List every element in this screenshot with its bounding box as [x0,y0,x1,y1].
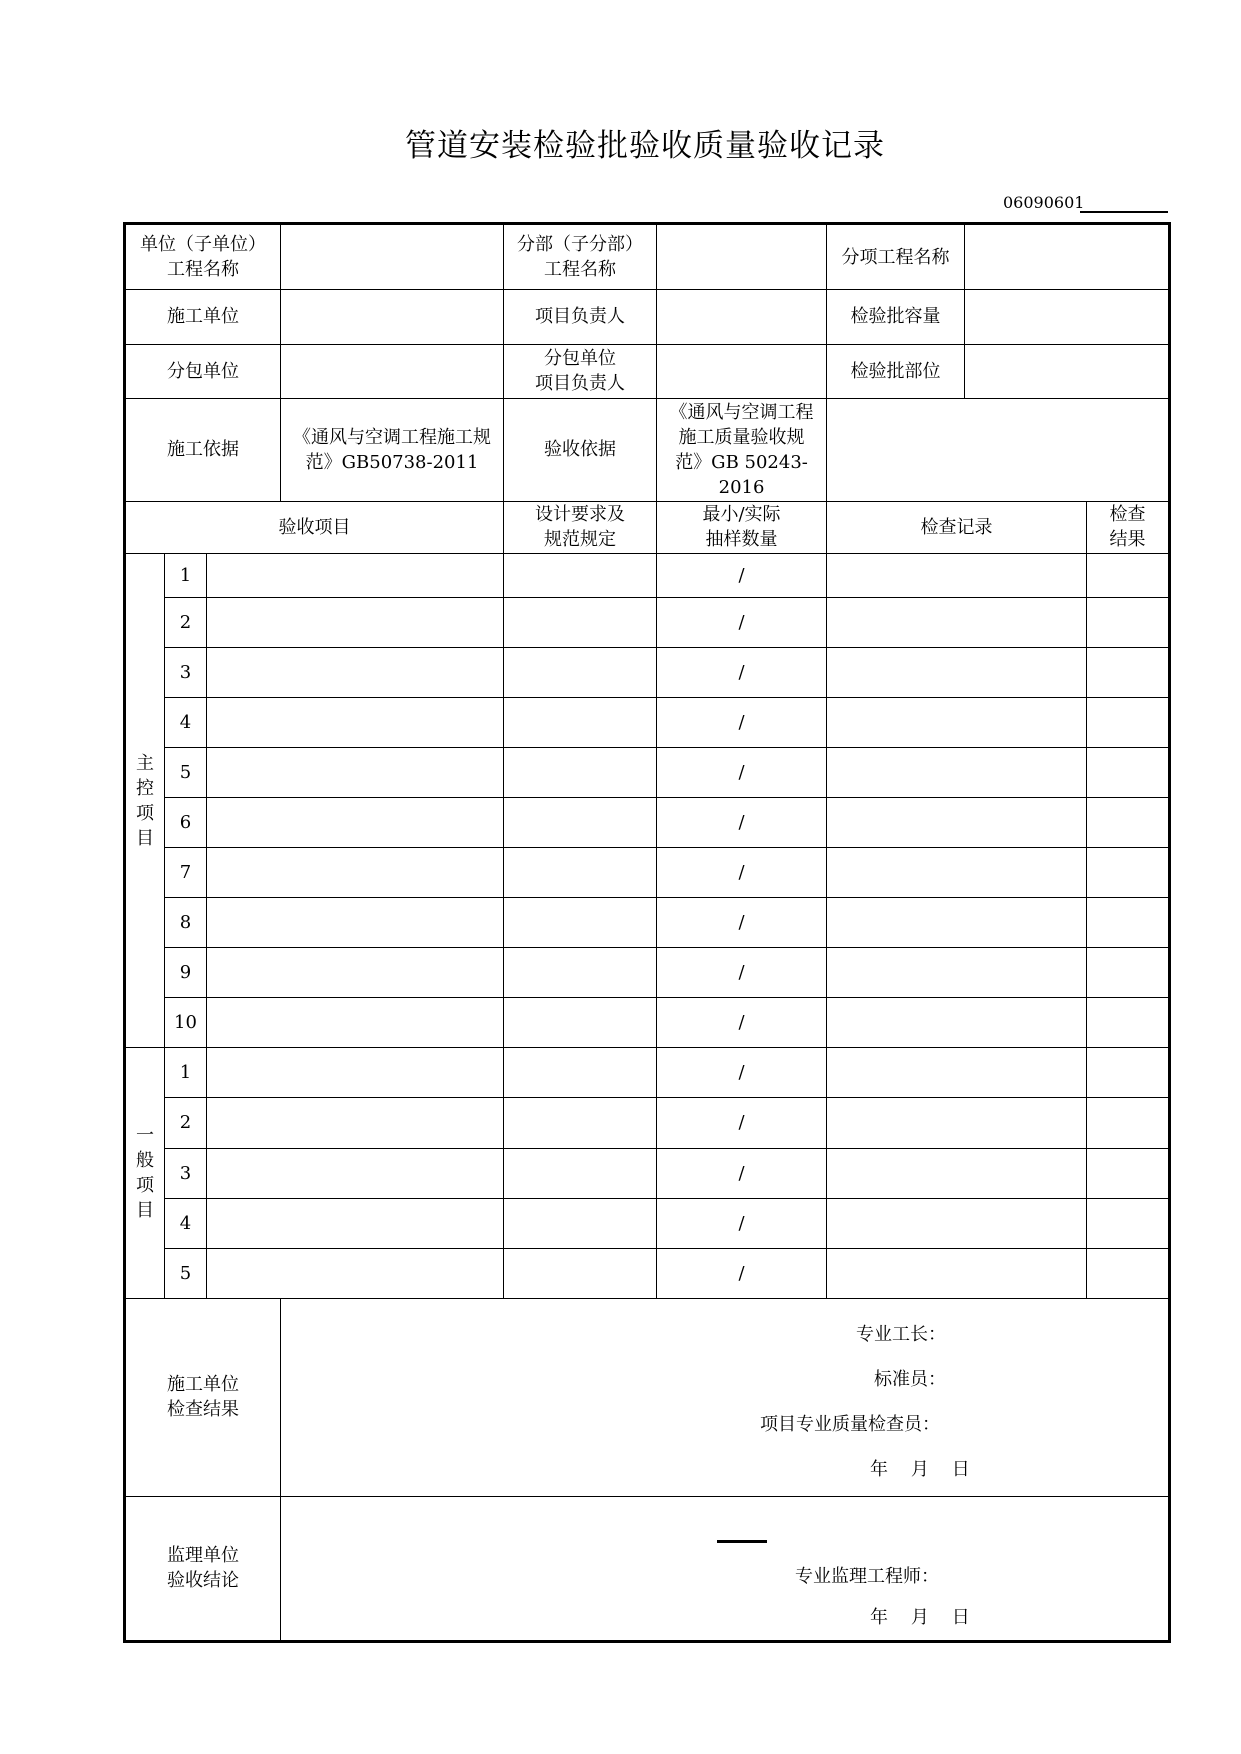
main-control-row [125,798,1170,848]
main-control-sample-count[interactable]: / [657,948,827,998]
subcontractor-field[interactable] [281,344,504,398]
general-design-requirement[interactable] [504,1198,657,1248]
main-control-inspection-result[interactable] [1087,597,1170,647]
general-sample-count[interactable]: / [657,1098,827,1148]
main-control-item-number: 5 [165,748,207,798]
main-control-label-char: 主 [136,752,154,774]
main-control-inspection-record[interactable] [827,697,1087,747]
main-control-item-number: 8 [165,898,207,948]
main-control-design-requirement[interactable] [504,848,657,898]
main-control-inspection-result[interactable] [1087,948,1170,998]
col-header-item: 验收项目 [125,501,504,553]
info-row-1 [125,224,1170,290]
main-control-item-content[interactable] [207,748,504,798]
general-inspection-record[interactable] [827,1248,1087,1298]
main-control-row [125,998,1170,1048]
sub-manager-label: 分包单位 项目负责人 [504,344,657,398]
contractor-date: 年 月 日 [870,1458,970,1480]
main-control-inspection-record[interactable] [827,998,1087,1048]
main-control-inspection-record[interactable] [827,898,1087,948]
main-control-section-label [125,553,165,1047]
main-control-inspection-record[interactable] [827,647,1087,697]
main-control-label-char: 控 [136,777,154,799]
general-inspection-result[interactable] [1087,1098,1170,1148]
general-item-content[interactable] [207,1148,504,1198]
main-control-design-requirement[interactable] [504,948,657,998]
main-control-design-requirement[interactable] [504,898,657,948]
main-control-sample-count[interactable]: / [657,998,827,1048]
main-control-inspection-result[interactable] [1087,998,1170,1048]
general-item-content[interactable] [207,1198,504,1248]
general-row [125,1098,1170,1148]
main-control-inspection-result[interactable] [1087,697,1170,747]
main-control-item-content[interactable] [207,998,504,1048]
general-label-char: 目 [136,1200,154,1222]
main-control-row [125,848,1170,898]
main-control-design-requirement[interactable] [504,748,657,798]
main-control-label-char: 目 [136,827,154,849]
main-control-inspection-result[interactable] [1087,848,1170,898]
main-control-inspection-record[interactable] [827,948,1087,998]
main-control-sample-count[interactable]: / [657,848,827,898]
main-control-rows [125,553,1170,1047]
main-control-item-content[interactable] [207,597,504,647]
main-control-sample-count[interactable]: / [657,597,827,647]
general-sample-count[interactable]: / [657,1248,827,1298]
contractor-label: 施工单位 [125,290,281,344]
supervisor-check-row [125,1496,1170,1641]
main-control-item-number: 6 [165,798,207,848]
division-label: 分部（子分部） 工程名称 [504,224,657,290]
main-control-row [125,597,1170,647]
main-control-item-content[interactable] [207,697,504,747]
dash-mark [717,1540,767,1543]
general-item-number: 4 [165,1198,207,1248]
general-inspection-record[interactable] [827,1098,1087,1148]
main-control-inspection-result[interactable] [1087,647,1170,697]
contractor-check-label: 施工单位 检查结果 [125,1298,281,1496]
supervisor-date: 年 月 日 [870,1606,970,1628]
construction-basis-value: 《通风与空调工程施工规范》GB50738-2011 [281,398,504,501]
general-sample-count[interactable]: / [657,1198,827,1248]
unit-name-field[interactable] [281,224,504,290]
unit-name-label: 单位（子单位） 工程名称 [125,224,281,290]
supervising-engineer-label: 专业监理工程师： [795,1565,940,1587]
subitem-field[interactable] [965,224,1170,290]
subcontractor-label: 分包单位 [125,344,281,398]
general-inspection-result[interactable] [1087,1048,1170,1098]
acceptance-basis-label: 验收依据 [504,398,657,501]
main-control-item-content[interactable] [207,948,504,998]
general-row [125,1048,1170,1098]
general-inspection-result[interactable] [1087,1148,1170,1198]
main-control-item-number: 10 [165,998,207,1048]
general-inspection-record[interactable] [827,1198,1087,1248]
division-field[interactable] [657,224,827,290]
main-control-item-content[interactable] [207,553,504,597]
main-control-item-number: 1 [165,553,207,597]
info-row-4 [125,398,1170,501]
sub-manager-field[interactable] [657,344,827,398]
main-control-sample-count[interactable]: / [657,647,827,697]
project-manager-field[interactable] [657,290,827,344]
supervisor-check-label: 监理单位 验收结论 [125,1496,281,1641]
main-control-inspection-record[interactable] [827,798,1087,848]
main-control-sample-count[interactable]: / [657,697,827,747]
main-control-row [125,748,1170,798]
main-control-inspection-record[interactable] [827,848,1087,898]
project-manager-label: 项目负责人 [504,290,657,344]
general-item-number: 3 [165,1148,207,1198]
general-item-number: 2 [165,1098,207,1148]
general-label-char: 般 [136,1150,154,1172]
general-item-content[interactable] [207,1048,504,1098]
main-control-design-requirement[interactable] [504,597,657,647]
general-rows [125,1048,1170,1298]
general-item-number: 5 [165,1248,207,1298]
general-label-char: 一 [136,1125,154,1147]
main-control-row [125,697,1170,747]
main-control-inspection-record[interactable] [827,553,1087,597]
main-control-inspection-result[interactable] [1087,898,1170,948]
main-control-design-requirement[interactable] [504,553,657,597]
foreman-label: 专业工长： [856,1323,947,1345]
contractor-field[interactable] [281,290,504,344]
main-control-sample-count[interactable]: / [657,748,827,798]
general-design-requirement[interactable] [504,1048,657,1098]
main-control-item-content[interactable] [207,898,504,948]
general-design-requirement[interactable] [504,1148,657,1198]
column-header-row [125,501,1170,553]
inspection-form-table [123,222,1171,1643]
general-inspection-record[interactable] [827,1148,1087,1198]
construction-basis-label: 施工依据 [125,398,281,501]
main-control-inspection-result[interactable] [1087,553,1170,597]
main-control-row [125,647,1170,697]
main-control-item-content[interactable] [207,798,504,848]
batch-location-label: 检验批部位 [827,344,965,398]
form-code-underline[interactable] [1080,211,1168,213]
col-header-result: 检查 结果 [1087,501,1170,553]
main-control-label-char: 项 [136,802,154,824]
main-control-sample-count[interactable]: / [657,898,827,948]
general-inspection-record[interactable] [827,1048,1087,1098]
main-control-item-number: 2 [165,597,207,647]
main-control-design-requirement[interactable] [504,998,657,1048]
form-code-area [1003,193,1168,215]
main-control-inspection-record[interactable] [827,748,1087,798]
main-control-item-number: 4 [165,697,207,747]
main-control-design-requirement[interactable] [504,798,657,848]
info-row-3 [125,344,1170,398]
col-header-record: 检查记录 [827,501,1087,553]
main-control-design-requirement[interactable] [504,647,657,697]
batch-capacity-label: 检验批容量 [827,290,965,344]
col-header-design: 设计要求及 规范规定 [504,501,657,553]
info-row-2 [125,290,1170,344]
main-control-row [125,553,1170,597]
main-control-item-content[interactable] [207,647,504,697]
page-title: 管道安装检验批验收质量验收记录 [405,128,885,164]
col-header-sample: 最小/实际 抽样数量 [657,501,827,553]
main-control-design-requirement[interactable] [504,697,657,747]
general-design-requirement[interactable] [504,1098,657,1148]
standards-officer-label: 标准员： [874,1368,947,1390]
main-control-inspection-result[interactable] [1087,798,1170,848]
main-control-row [125,948,1170,998]
main-control-inspection-result[interactable] [1087,748,1170,798]
general-row [125,1248,1170,1298]
main-control-sample-count[interactable]: / [657,553,827,597]
general-item-content[interactable] [207,1248,504,1298]
general-sample-count[interactable]: / [657,1148,827,1198]
form-code: 06090601 [1003,193,1085,212]
main-control-item-number: 3 [165,647,207,697]
main-control-item-content[interactable] [207,848,504,898]
contractor-check-row [125,1298,1170,1496]
general-inspection-result[interactable] [1087,1198,1170,1248]
quality-inspector-label: 项目专业质量检查员： [760,1413,941,1435]
general-section-label [125,1048,165,1298]
main-control-sample-count[interactable]: / [657,798,827,848]
general-row [125,1198,1170,1248]
acceptance-basis-value: 《通风与空调工程施工质量验收规范》GB 50243-2016 [657,398,827,501]
general-design-requirement[interactable] [504,1248,657,1298]
subitem-label: 分项工程名称 [827,224,965,290]
main-control-item-number: 9 [165,948,207,998]
general-item-number: 1 [165,1048,207,1098]
general-row [125,1148,1170,1198]
general-item-content[interactable] [207,1098,504,1148]
general-inspection-result[interactable] [1087,1248,1170,1298]
main-control-inspection-record[interactable] [827,597,1087,647]
contractor-check-area[interactable] [281,1298,1170,1496]
batch-location-field[interactable] [965,344,1170,398]
general-sample-count[interactable]: / [657,1048,827,1098]
supervisor-check-area[interactable] [281,1496,1170,1641]
batch-capacity-field[interactable] [965,290,1170,344]
main-control-row [125,898,1170,948]
general-label-char: 项 [136,1175,154,1197]
main-control-item-number: 7 [165,848,207,898]
